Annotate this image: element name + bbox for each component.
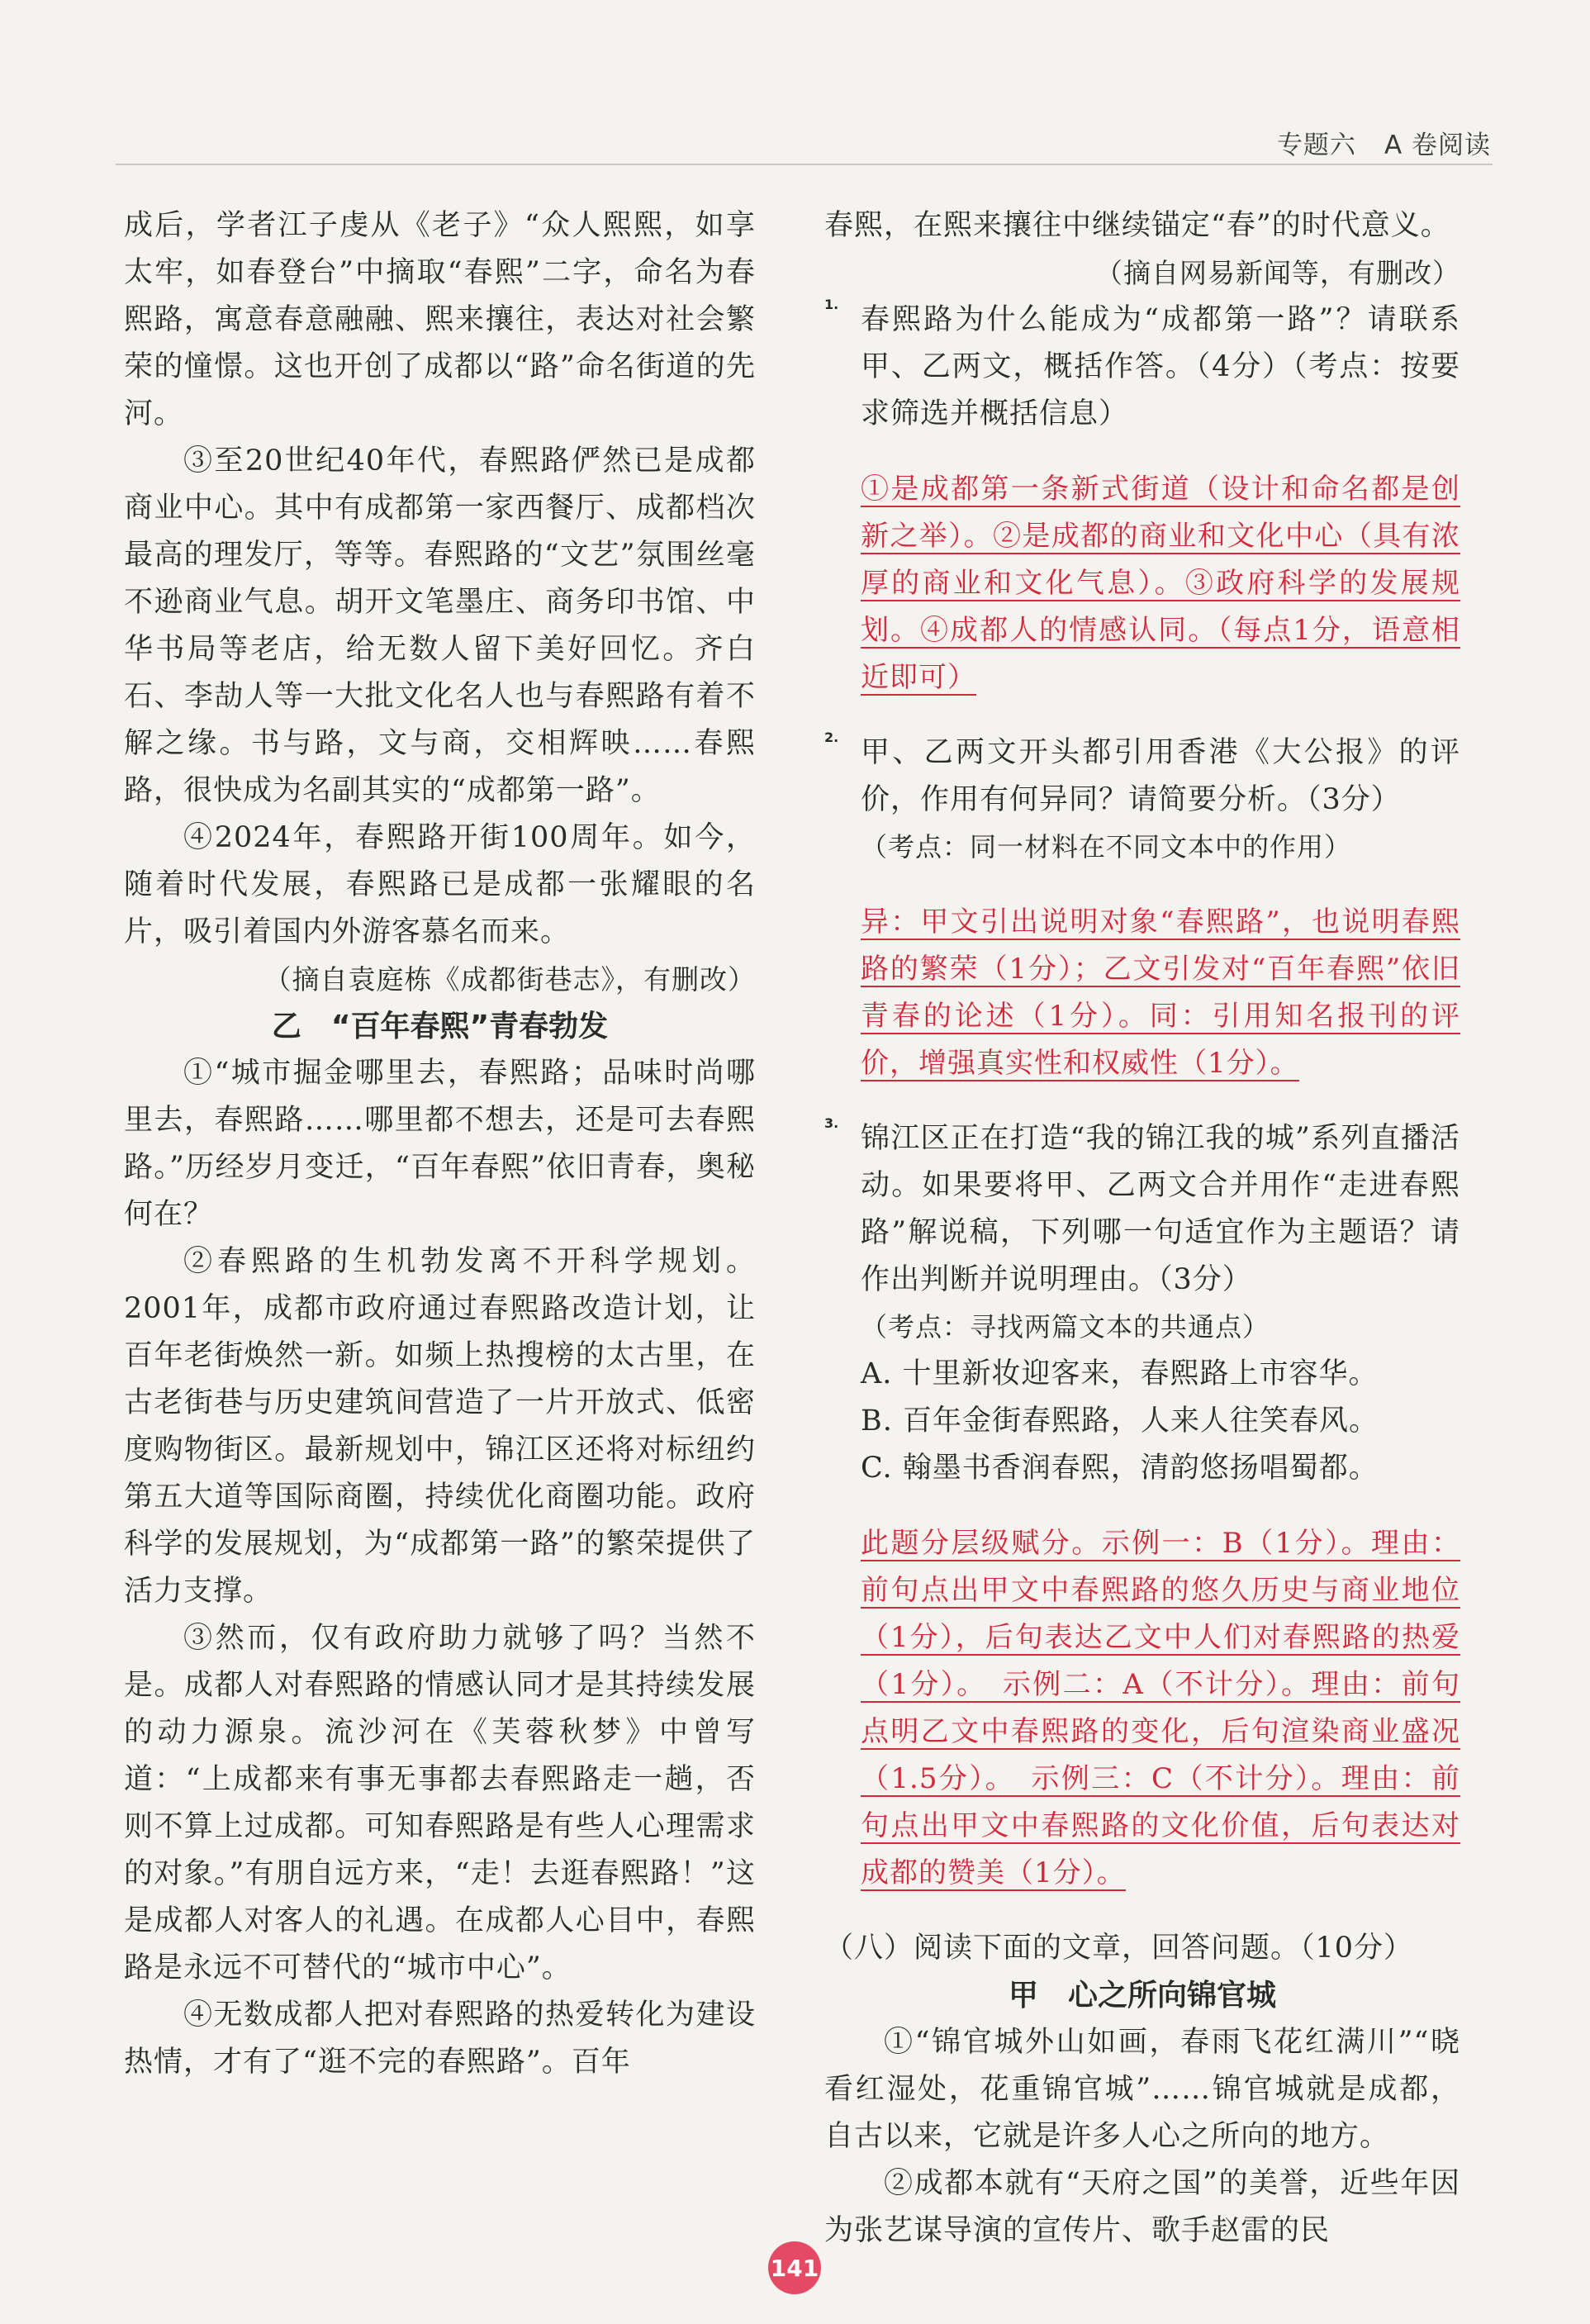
- page-number: 141: [768, 2241, 821, 2294]
- article-b-paragraph-2: ②春熙路的生机勃发离不开科学规划。2001年，成都市政府通过春熙路改造计划，让百年老街焕然一新。如频上热搜榜的太古里，在古老街巷与历史建筑间营造了一片开放式、低密度购物街区。最新规划中，锦江区还将对标纽约第五大道等国际商圈，持续优化商圈功能。政府科学的发展规划，为“成都第一路”的繁荣提供了活力支撑。: [124, 1245, 756, 1608]
- question-3-text: 锦江区正在打造“我的锦江我的城”系列直播活动。如果要将甲、乙两文合并用作“走进春熙路”解说稿，下列哪一句适宜作为主题语？请作出判断并说明理由。（3分）: [861, 1122, 1460, 1296]
- article-b-title: 乙 “百年春熙”青春勃发: [271, 1010, 609, 1043]
- section-8-heading: （八）阅读下面的文章，回答问题。（10分）: [824, 1932, 1414, 1965]
- question-1-number: 1.: [824, 297, 839, 312]
- question-3-number: 3.: [824, 1115, 839, 1131]
- article-b-continued: 春熙，在熙来攘往中继续锚定“春”的时代意义。: [824, 209, 1450, 242]
- paragraph-4: ④2024年，春熙路开街100周年。如今，随着时代发展，春熙路已是成都一张耀眼的名片，吸引着国内外游客慕名而来。: [124, 821, 756, 948]
- answer-2-text: 异：甲文引出说明对象“春熙路”，也说明春熙路的繁荣（1分）；乙文引发对“百年春熙”依旧青春的论述（1分）。同：引用知名报刊的评价，增强真实性和权威性（1分）。: [861, 905, 1460, 1080]
- question-2-text: 甲、乙两文开头都引用香港《大公报》的评价，作用有何异同？请简要分析。（3分）: [861, 736, 1460, 816]
- header-section: A 卷阅读: [1384, 131, 1491, 160]
- question-3: [824, 1115, 1460, 1351]
- question-2: [824, 730, 1460, 871]
- question-1: [824, 297, 1460, 438]
- answer-3-text: 此题分层级赋分。示例一：B（1分）。理由：前句点出甲文中春熙路的悠久历史与商业地位（1分），后句表达乙文中人们对春熙路的热爱（1分）。 示例二：A（不计分）。理由：前句点明乙文中春熙路的变化，后句渲染商业盛况（1.5分）。 示例三：C（不计分）。理由：前句点出甲文中春熙路的文化价值，后句表达对成都的赞美（1分）。: [861, 1527, 1460, 1889]
- option-a: A. 十里新妆迎客来，春熙路上市容华。: [861, 1357, 1379, 1390]
- question-3-keypoint: （考点：寻找两篇文本的共通点）: [861, 1311, 1270, 1343]
- source-note-b: （摘自网易新闻等，有删改）: [1095, 257, 1460, 289]
- option-c: C. 翰墨书香润春熙，清韵悠扬唱蜀都。: [861, 1452, 1379, 1485]
- article-c-paragraph-1: ①“锦官城外山如画，春雨飞花红满川”“晓看红湿处，花重锦官城”……锦官城就是成都，自古以来，它就是许多人心之所向的地方。: [824, 2026, 1460, 2153]
- question-2-number: 2.: [824, 730, 839, 745]
- answer-2: [824, 899, 1460, 1087]
- question-2-keypoint: （考点：同一材料在不同文本中的作用）: [861, 831, 1352, 863]
- article-c-paragraph-2: ②成都本就有“天府之国”的美誉，近些年因为张艺谋导演的宣传片、歌手赵雷的民: [824, 2167, 1460, 2247]
- question-1-text: 春熙路为什么能成为“成都第一路”？请联系甲、乙两文，概括作答。（4分）（考点：按要求筛选并概括信息）: [861, 303, 1460, 430]
- left-column: [124, 202, 756, 2086]
- answer-1: [824, 466, 1460, 701]
- header-rule: [116, 164, 1493, 165]
- answer-3: [824, 1520, 1460, 1897]
- article-b-paragraph-4: ④无数成都人把对春熙路的热爱转化为建设热情，才有了“逛不完的春熙路”。百年: [124, 1998, 756, 2079]
- paragraph-1-continued: 成后，学者江子虔从《老子》“众人熙熙，如享太牢，如春登台”中摘取“春熙”二字，命名为春熙路，寓意春意融融、熙来攘往，表达对社会繁荣的憧憬。这也开创了成都以“路”命名街道的先河。: [124, 209, 756, 430]
- article-b-paragraph-3: ③然而，仅有政府助力就够了吗？当然不是。成都人对春熙路的情感认同才是其持续发展的动力源泉。流沙河在《芙蓉秋梦》中曾写道：“上成都来有事无事都去春熙路走一趟，否则不算上过成都。可知春熙路是有些人心理需求的对象。”有朋自远方来，“走！去逛春熙路！”这是成都人对客人的礼遇。在成都人心目中，春熙路是永远不可替代的“城市中心”。: [124, 1622, 756, 1984]
- paragraph-3: ③至20世纪40年代，春熙路俨然已是成都商业中心。其中有成都第一家西餐厅、成都档次最高的理发厅，等等。春熙路的“文艺”氛围丝毫不逊商业气息。胡开文笔墨庄、商务印书馆、中华书局等老店，给无数人留下美好回忆。齐白石、李劼人等一大批文化名人也与春熙路有着不解之缘。书与路，文与商，交相辉映……春熙路，很快成为名副其实的“成都第一路”。: [124, 444, 756, 807]
- page-header: [1277, 124, 1491, 161]
- source-note-a: （摘自袁庭栋《成都街巷志》，有删改）: [263, 963, 756, 996]
- header-topic: 专题六: [1276, 131, 1356, 160]
- right-column: [824, 202, 1460, 2255]
- answer-1-text: ①是成都第一条新式街道（设计和命名都是创新之举）。②是成都的商业和文化中心（具有浓厚的商业和文化气息）。③政府科学的发展规划。④成都人的情感认同。（每点1分，语意相近即可）: [861, 473, 1460, 694]
- article-c-title: 甲 心之所向锦官城: [1008, 1979, 1276, 2013]
- article-b-paragraph-1: ①“城市掘金哪里去，春熙路；品味时尚哪里去，春熙路……哪里都不想去，还是可去春熙路。”历经岁月变迁，“百年春熙”依旧青春，奥秘何在？: [124, 1057, 756, 1231]
- option-b: B. 百年金街春熙路，人来人往笑春风。: [861, 1404, 1379, 1438]
